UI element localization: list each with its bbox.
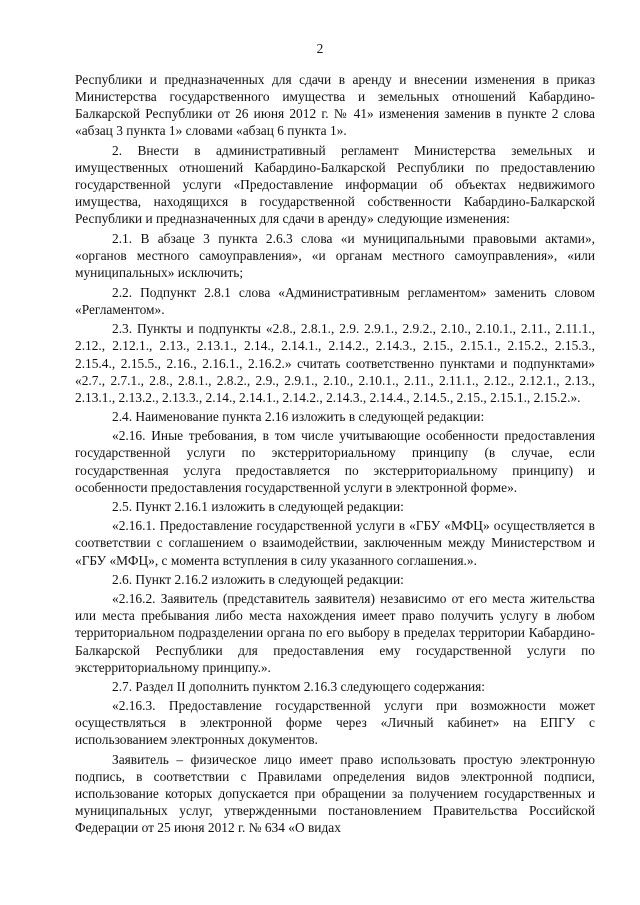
paragraph-quote-2-16: «2.16. Иные требования, в том числе учитывающие особенности предоставления государственной услуги по экстерриториальному принципу (в случае, если государственная услуга предоставляется по экстерриториальному принципу) и особенности предоставления государственной услуги в электронной форме».: [75, 428, 595, 495]
document-body: [75, 71, 595, 839]
paragraph-quote-2-16-2: «2.16.2. Заявитель (представитель заявителя) независимо от его места жительства или места пребывания либо места нахождения имеет право получить услугу в любом территориальном подразделении органа по его выбору в пределах территории Кабардино-Балкарской Республики для предоставления ему государственной услуги по экстерриториальному принципу.».: [75, 591, 595, 675]
paragraph-applicant-signature: Заявитель – физическое лицо имеет право использовать простую электронную подпись, в соответствии с Правилами определения видов электронной подписи, использование которых допускается при обращении за получением государственных и муниципальных услуг, утвержденными постановлением Правительства Российской Федерации от 25 июня 2012 г. № 634 «О видах: [75, 752, 595, 836]
paragraph-item-2-3: 2.3. Пункты и подпункты «2.8., 2.8.1., 2.9. 2.9.1., 2.9.2., 2.10., 2.10.1., 2.11., 2.11.1., 2.12., 2.12.1., 2.13., 2.13.1., 2.14., 2.14.1., 2.14.2., 2.14.3., 2.15., 2.15.1., 2.15.2., 2.15.3., 2.15.4., 2.15.5., 2.16., 2.16.1., 2.16.2.» считать соответственно пунктами и подпунктами» «2.7., 2.7.1., 2.8., 2.8.1., 2.8.2., 2.9., 2.9.1., 2.10., 2.10.1., 2.11., 2.11.1., 2.12., 2.12.1., 2.13., 2.13.1., 2.13.2., 2.13.3., 2.14., 2.14.1., 2.14.2., 2.14.3., 2.14.4., 2.14.5., 2.15., 2.15.1., 2.15.2.».: [75, 321, 595, 405]
page-number: 2: [316, 41, 324, 56]
paragraph-item-2-1: 2.1. В абзаце 3 пункта 2.6.3 слова «и муниципальными правовыми актами», «органов местного самоуправления», «и органам местного самоуправления», «или муниципальных» исключить;: [75, 230, 595, 281]
paragraph-item-2-6: 2.6. Пункт 2.16.2 изложить в следующей редакции:: [112, 572, 404, 588]
paragraph-continuation: Республики и предназначенных для сдачи в аренду и внесении изменения в приказ Министерства государственного имущества и земельных отношений Кабардино-Балкарской Республики от 26 июня 2012 г. № 41» изменения заменив в пункте 2 слова «абзац 3 пункта 1» словами «абзац 6 пункта 1».: [75, 72, 595, 139]
paragraph-item-2-2: 2.2. Подпункт 2.8.1 слова «Административным регламентом» заменить словом «Регламентом».: [75, 284, 595, 317]
paragraph-item-2: 2. Внести в административный регламент Министерства земельных и имущественных отношений Кабардино-Балкарской Республики по предоставлению государственной услуги «Предоставление информации об объектах недвижимого имущества, находящихся в государственной собственности Кабардино-Балкарской Республики и предназначенных для сдачи в аренду» следующие изменения:: [75, 142, 595, 227]
paragraph-item-2-4: 2.4. Наименование пункта 2.16 изложить в следующей редакции:: [112, 409, 485, 425]
paragraph-quote-2-16-3: «2.16.3. Предоставление государственной услуги при возможности может осуществляться в электронной форме через «Личный кабинет» на ЕПГУ с использованием электронных документов.: [75, 698, 595, 748]
paragraph-quote-2-16-1: «2.16.1. Предоставление государственной услуги в «ГБУ «МФЦ» осуществляется в соответствии с соглашением о взаимодействии, заключенным между Министерством и «ГБУ «МФЦ», с момента вступления в силу указанного соглашения.».: [75, 518, 595, 568]
paragraph-item-2-5: 2.5. Пункт 2.16.1 изложить в следующей редакции:: [112, 499, 404, 515]
paragraph-item-2-7: 2.7. Раздел II дополнить пунктом 2.16.3 следующего содержания:: [112, 679, 486, 695]
